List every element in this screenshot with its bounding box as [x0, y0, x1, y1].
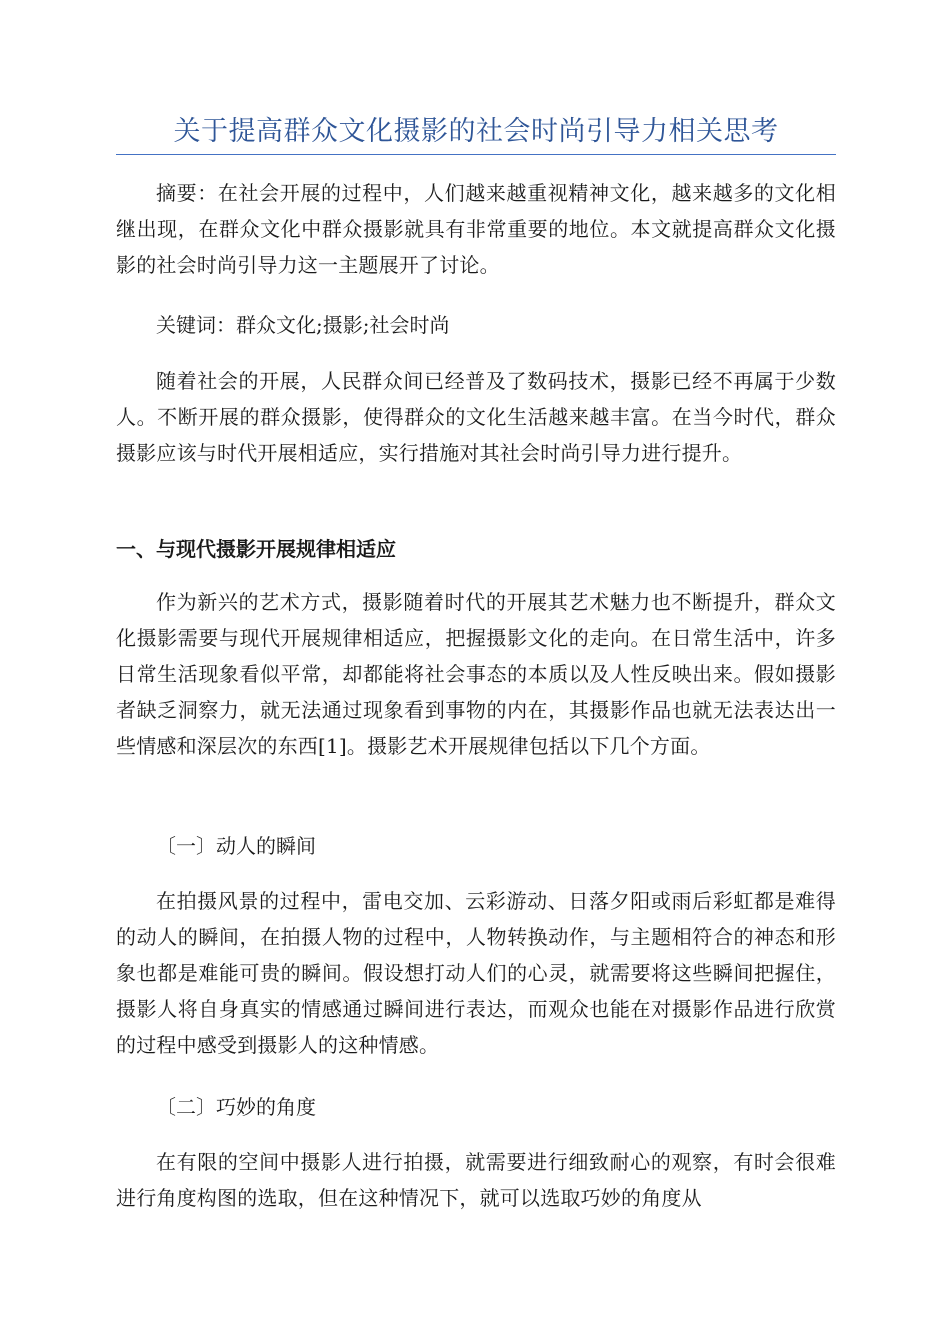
subsection-1-heading: 〔一〕动人的瞬间	[156, 834, 316, 858]
subsection-1-paragraph: 在拍摄风景的过程中，雷电交加、云彩游动、日落夕阳或雨后彩虹都是难得的动人的瞬间，在拍摄人物的过程中，人物转换动作，与主题相符合的神态和形象也都是难能可贵的瞬间。假设想打动人们的心灵，就需要将这些瞬间把握住，摄影人将自身真实的情感通过瞬间进行表达，而观众也能在对摄影作品进行欣赏的过程中感受到摄影人的这种情感。	[116, 889, 836, 1057]
section-1-paragraph: 作为新兴的艺术方式，摄影随着时代的开展其艺术魅力也不断提升，群众文化摄影需要与现代开展规律相适应，把握摄影文化的走向。在日常生活中，许多日常生活现象看似平常，却都能将社会事态的本质以及人性反映出来。假如摄影者缺乏洞察力，就无法通过现象看到事物的内在，其摄影作品也就无法表达出一些情感和深层次的东西[1]。摄影艺术开展规律包括以下几个方面。	[116, 590, 836, 758]
intro-paragraph: 随着社会的开展，人民群众间已经普及了数码技术，摄影已经不再属于少数人。不断开展的群众摄影，使得群众的文化生活越来越丰富。在当今时代，群众摄影应该与时代开展相适应，实行措施对其社会时尚引导力进行提升。	[116, 369, 836, 465]
subsection-2-paragraph: 在有限的空间中摄影人进行拍摄，就需要进行细致耐心的观察，有时会很难进行角度构图的选取，但在这种情况下，就可以选取巧妙的角度从	[116, 1150, 836, 1210]
abstract-paragraph: 摘要：在社会开展的过程中，人们越来越重视精神文化，越来越多的文化相继出现，在群众文化中群众摄影就具有非常重要的地位。本文就提高群众文化摄影的社会时尚引导力这一主题展开了讨论。	[116, 181, 836, 277]
title-underline	[116, 154, 836, 155]
section-1-heading: 一、与现代摄影开展规律相适应	[116, 537, 396, 561]
subsection-2-heading: 〔二〕巧妙的角度	[156, 1095, 316, 1119]
keywords-line: 关键词：群众文化;摄影;社会时尚	[156, 313, 450, 337]
document-title: 关于提高群众文化摄影的社会时尚引导力相关思考	[173, 116, 779, 147]
